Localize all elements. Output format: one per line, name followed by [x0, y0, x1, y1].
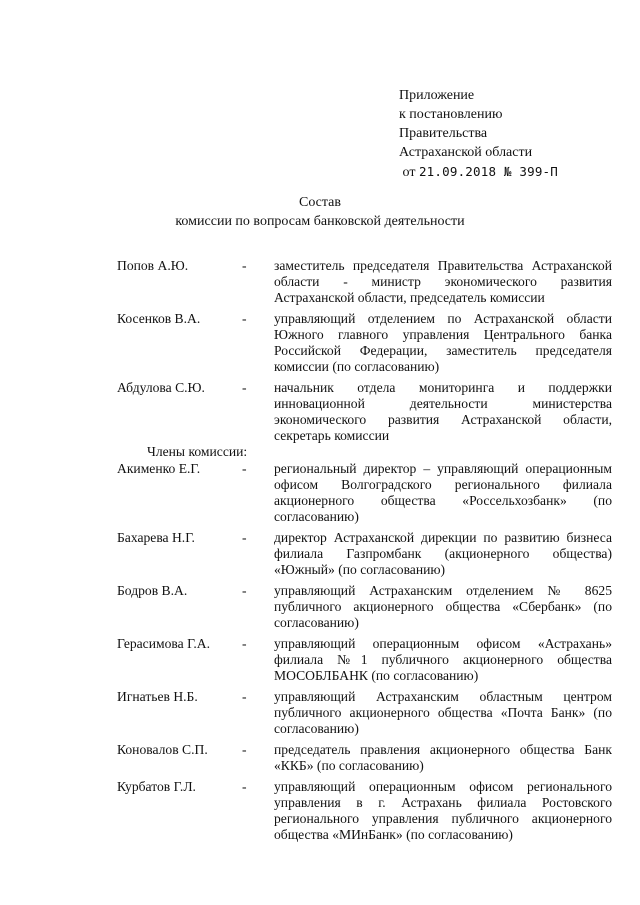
member-role: управляющий операционным офисом «Астрахань» филиала №1 публичного акционерного общества МОСОБЛБАНК (по согласованию)	[274, 636, 612, 683]
member-role: региональный директор – управляющий операционным офисом Волгоградского регионального филиала акционерного общества «Россельхозбанк» (по согласованию)	[274, 461, 612, 524]
dash-separator: -	[242, 636, 247, 651]
member-row	[117, 742, 612, 774]
member-name: Попов А.Ю.	[117, 258, 189, 273]
appendix-header	[399, 86, 558, 182]
member-name: Косенков В.А.	[117, 311, 201, 326]
commission-list	[117, 258, 612, 843]
member-role: управляющий операционным офисом регионального управления в г. Астрахань филиала Ростовского регионального управления публичного акционерного общества «МИнБанк» (по согласованию)	[274, 779, 612, 842]
member-row	[117, 779, 612, 843]
member-name: Абдулова С.Ю.	[117, 380, 205, 395]
member-row	[117, 258, 612, 306]
member-name: Бодров В.А.	[117, 583, 188, 598]
member-role: управляющий отделением по Астраханской области Южного главного управления Центрального банка Российской Федерации, заместитель председателя комиссии (по согласованию)	[274, 311, 612, 374]
member-role: управляющий Астраханским отделением № 8625 публичного акционерного общества «Сбербанк» (по согласованию)	[274, 583, 612, 630]
member-row	[117, 689, 612, 737]
member-role: заместитель председателя Правительства Астраханской области - министр экономического развития Астраханской области, председатель комиссии	[274, 258, 612, 305]
member-role: председатель правления акционерного общества Банк «ККБ» (по согласованию)	[274, 742, 612, 773]
members-heading: Члены комиссии:	[147, 444, 248, 459]
dash-separator: -	[242, 258, 247, 273]
member-name: Герасимова Г.А.	[117, 636, 211, 651]
appendix-line-2: к постановлению	[399, 107, 503, 122]
member-row	[117, 636, 612, 684]
appendix-line-3: Правительства	[399, 126, 488, 141]
dash-separator: -	[242, 779, 247, 794]
member-role: управляющий Астраханским областным центром публичного акционерного общества «Почта Банк» (по согласованию)	[274, 689, 612, 736]
dash-separator: -	[242, 689, 247, 704]
title-line-2: комиссии по вопросам банковской деятельности	[175, 214, 465, 229]
dash-separator: -	[242, 530, 247, 545]
member-name: Коновалов С.П.	[117, 742, 208, 757]
member-name: Курбатов Г.Л.	[117, 779, 196, 794]
member-row	[117, 530, 612, 578]
member-role: директор Астраханской дирекции по развитию бизнеса филиала Газпромбанк (акционерного общества) «Южный» (по согласованию)	[274, 530, 612, 577]
member-row	[117, 583, 612, 631]
dash-separator: -	[242, 311, 247, 326]
dash-separator: -	[242, 583, 247, 598]
appendix-line-1: Приложение	[399, 88, 475, 103]
title-line-1: Состав	[298, 195, 341, 210]
dash-separator: -	[242, 461, 247, 476]
member-name: Акименко Е.Г.	[117, 461, 201, 476]
appendix-line-4: Астраханской области	[399, 145, 533, 160]
date-prefix: от	[402, 165, 416, 180]
dash-separator: -	[242, 380, 247, 395]
document-title	[0, 193, 640, 231]
appendix-date-line	[399, 162, 558, 182]
member-role: начальник отдела мониторинга и поддержки инновационной деятельности министерства экономического развития Астраханской области, секретарь комиссии	[274, 380, 612, 443]
member-name: Игнатьев Н.Б.	[117, 689, 198, 704]
member-row	[117, 311, 612, 375]
member-row	[117, 461, 612, 525]
member-row	[117, 380, 612, 444]
member-name: Бахарева Н.Г.	[117, 530, 195, 545]
dash-separator: -	[242, 742, 247, 757]
decree-number: 21.09.2018 № 399-П	[418, 164, 558, 179]
